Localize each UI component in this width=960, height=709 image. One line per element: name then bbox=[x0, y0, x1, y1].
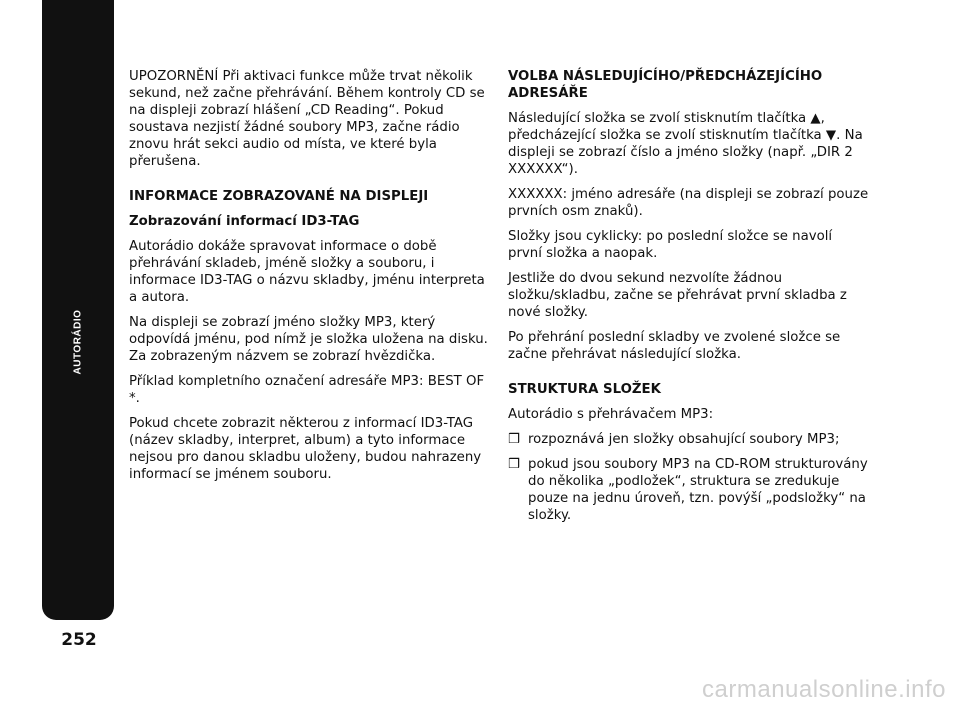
checkbox-bullet-icon: ❒ bbox=[508, 457, 520, 472]
display-info-heading: INFORMACE ZOBRAZOVANÉ NA DISPLEJI bbox=[129, 189, 429, 204]
paragraph: XXXXXX: jméno adresáře (na displeji se zobrazí pouze prvních osm znaků). bbox=[508, 187, 869, 219]
checkbox-bullet-icon: ❒ bbox=[508, 432, 520, 447]
left-column bbox=[129, 68, 489, 491]
id3-tag-subheading: Zobrazování informací ID3-TAG bbox=[129, 214, 360, 229]
folder-structure-heading: STRUKTURA SLOŽEK bbox=[508, 382, 661, 397]
list-item bbox=[508, 431, 870, 448]
page-number: 252 bbox=[61, 630, 97, 650]
paragraph: Příklad kompletního označení adresáře MP3: BEST OF *. bbox=[129, 374, 485, 406]
paragraph: Po přehrání poslední skladby ve zvolené složce se začne přehrávat následující složka. bbox=[508, 330, 841, 362]
list-item-text: pokud jsou soubory MP3 na CD-ROM strukturovány do několika „podložek“, struktura se zredukuje pouze na jednu úroveň, tzn. povýší „podsložky“ na složky. bbox=[528, 457, 868, 523]
paragraph: Autorádio s přehrávačem MP3: bbox=[508, 407, 714, 422]
paragraph: Složky jsou cyklicky: po poslední složce se navolí první složka a naopak. bbox=[508, 229, 833, 261]
list-item-text: rozpoznává jen složky obsahující soubory MP3; bbox=[528, 432, 840, 447]
right-column bbox=[508, 68, 870, 532]
section-label: AUTORÁDIO bbox=[72, 309, 84, 375]
paragraph: Autorádio dokáže spravovat informace o době přehrávání skladeb, jméně složky a souboru, i informace ID3-TAG o názvu skladby, jménu interpreta a autora. bbox=[129, 239, 485, 305]
paragraph: Následující složka se zvolí stisknutím tlačítka ▲, předcházející složka se zvolí stisknutím tlačítka ▼. Na displeji se zobrazí číslo a jméno složky (např. „DIR 2 XXXXXX“). bbox=[508, 111, 863, 177]
warning-text: UPOZORNĚNÍ Při aktivaci funkce může trvat několik sekund, než začne přehrávání. Během kontroly CD se na displeji zobrazí hlášení „CD Reading“. Pokud soustava nezjistí žádné soubory MP3, začne rádio znovu hrát sekci audio od místa, ve které byla přerušena. bbox=[129, 69, 485, 169]
paragraph: Jestliže do dvou sekund nezvolíte žádnou složku/skladbu, začne se přehrávat první skladba z nové složky. bbox=[508, 271, 847, 320]
paragraph: Na displeji se zobrazí jméno složky MP3, který odpovídá jménu, pod nímž je složka uložena na disku. Za zobrazeným názvem se zobrazí hvězdička. bbox=[129, 315, 488, 364]
folder-selection-heading: VOLBA NÁSLEDUJÍCÍHO/PŘEDCHÁZEJÍCÍHO ADRESÁŘE bbox=[508, 69, 823, 101]
paragraph: Pokud chcete zobrazit některou z informací ID3-TAG (název skladby, interpret, album) a tyto informace nejsou pro danou skladbu uloženy, budou nahrazeny informací se jménem souboru. bbox=[129, 416, 482, 482]
list-item bbox=[508, 456, 870, 524]
watermark: carmanualsonline.info bbox=[702, 676, 946, 703]
